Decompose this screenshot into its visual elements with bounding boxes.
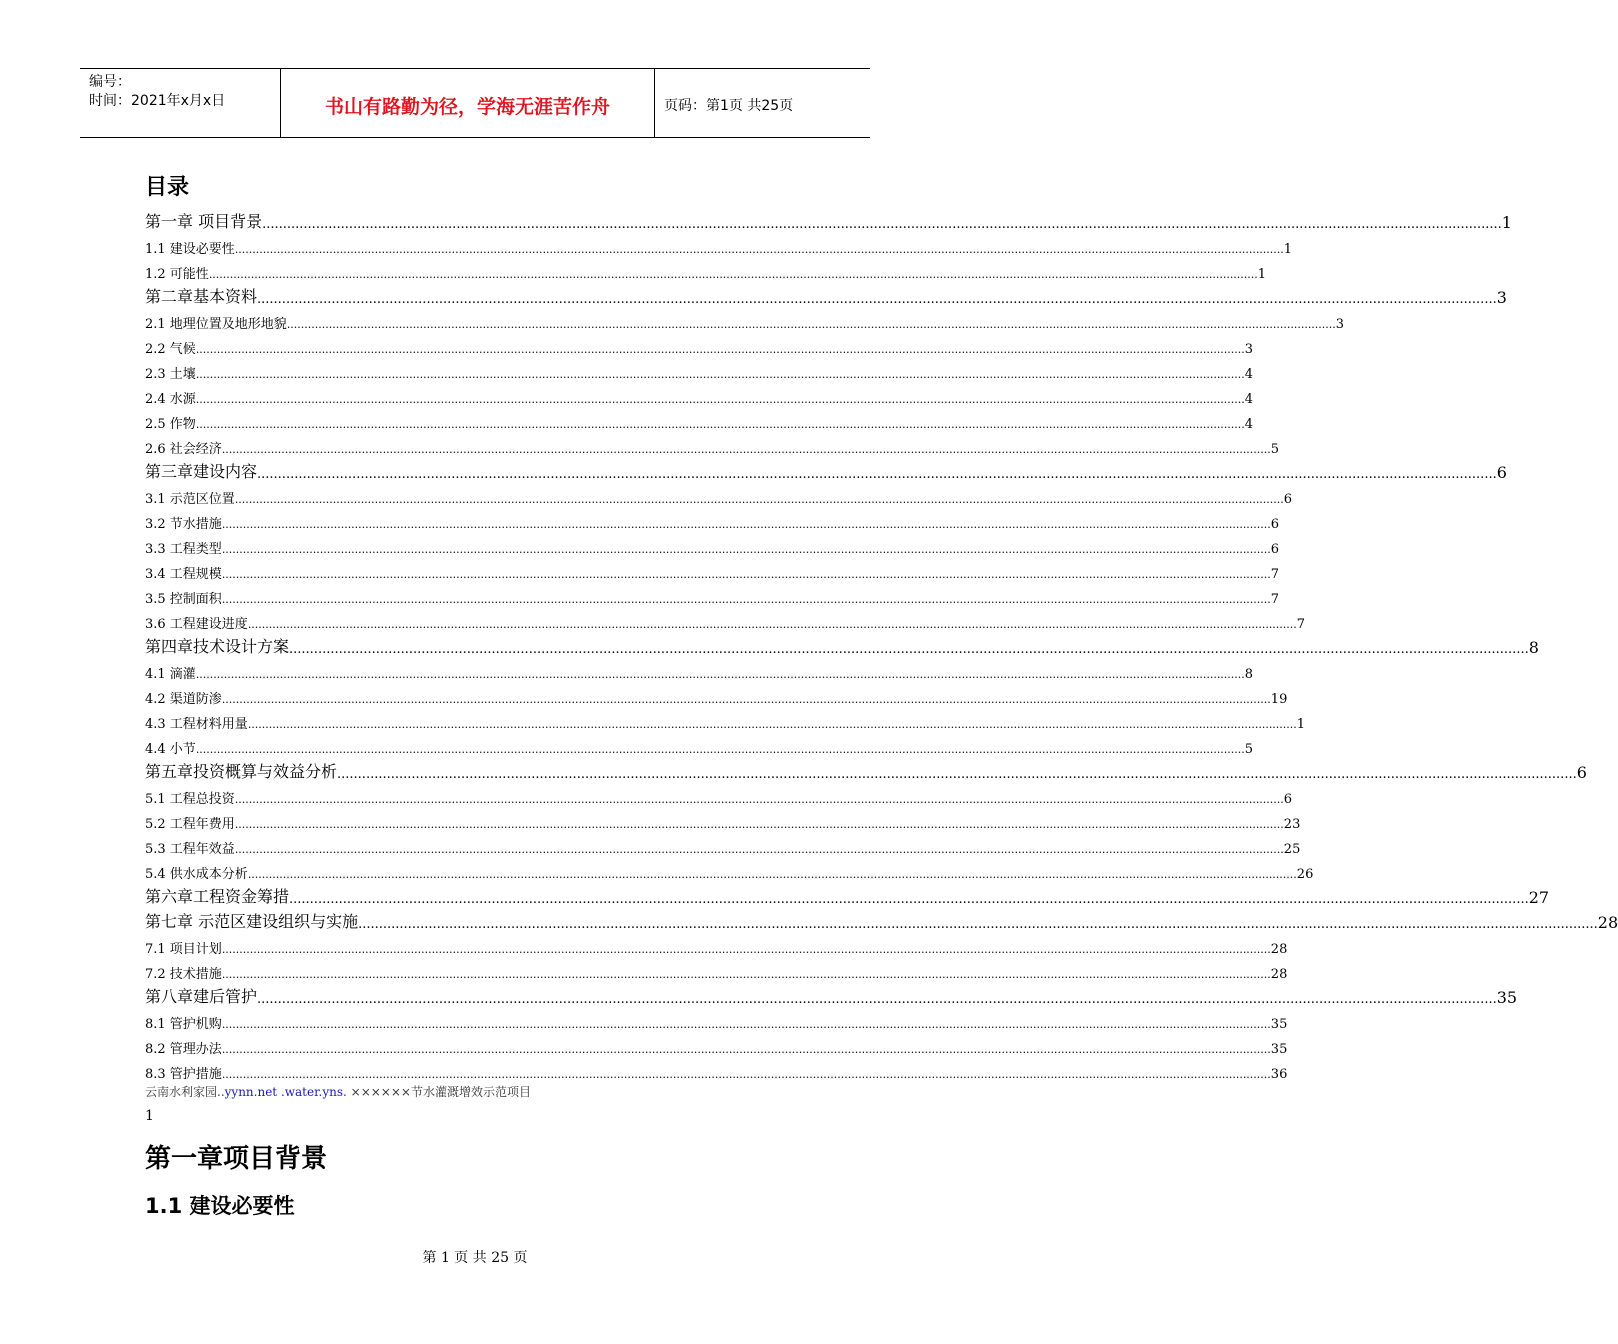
toc-entry-label: 8.2 管理办法: [145, 1042, 222, 1057]
source-prefix: 云南水利家园..: [145, 1085, 225, 1099]
toc-leader-dots: ............................................................................................................................................................................................................................................................................................................: [221, 1068, 1271, 1081]
toc-entry-page: 27: [1528, 888, 1550, 907]
toc-leader-dots: ............................................................................................................................................................................................................................................................................................................: [247, 618, 1297, 631]
toc-entry[interactable]: [145, 432, 1280, 457]
toc-leader-dots: ............................................................................................................................................................................................................................................................................................................: [221, 443, 1271, 456]
header-page-info: 页码：第1页 共25页: [664, 98, 794, 114]
toc-entry-page: 26: [1296, 867, 1314, 882]
toc-entry-page: 8: [1244, 667, 1254, 682]
toc-entry-label: 第七章 示范区建设组织与实施: [145, 912, 359, 931]
toc-entry-page: 3: [1496, 288, 1507, 307]
toc-entry-page: 3: [1335, 317, 1345, 332]
toc-entry[interactable]: [145, 807, 1301, 832]
toc-leader-dots: ............................................................................................................................................................................................................................................................................................................: [247, 718, 1297, 731]
toc-leader-dots: ............................................................................................................................................................................................................................................................................................................: [337, 767, 1577, 782]
toc-entry-page: 28: [1597, 913, 1618, 932]
document-time-label: 时间：2021年x月x日: [89, 93, 226, 109]
toc-entry[interactable]: [145, 332, 1254, 357]
toc-entry-page: 8: [1528, 638, 1539, 657]
toc-leader-dots: ............................................................................................................................................................................................................................................................................................................: [195, 743, 1245, 756]
toc-entry-page: 35: [1270, 1017, 1288, 1032]
toc-entry-page: 6: [1283, 492, 1293, 507]
toc-entry-page: 36: [1270, 1067, 1288, 1082]
toc-entry[interactable]: [145, 507, 1280, 532]
toc-leader-dots: ............................................................................................................................................................................................................................................................................................................: [289, 642, 1529, 657]
toc-leader-dots: ............................................................................................................................................................................................................................................................................................................: [234, 243, 1284, 256]
toc-entry-page: 4: [1244, 367, 1254, 382]
toc-entry-label: 5.1 工程总投资: [145, 792, 235, 807]
toc-entry-label: 1.1 建设必要性: [145, 242, 235, 257]
toc-entry-label: 5.3 工程年效益: [145, 842, 235, 857]
toc-entry-label: 8.3 管护措施: [145, 1067, 222, 1082]
toc-leader-dots: ............................................................................................................................................................................................................................................................................................................: [195, 668, 1245, 681]
toc-entry[interactable]: [145, 882, 1550, 907]
toc-entry-label: 5.4 供水成本分析: [145, 867, 248, 882]
toc-entry-page: 5: [1270, 442, 1280, 457]
section-heading: 1.1 建设必要性: [145, 1194, 295, 1218]
toc-entry-page: 25: [1283, 842, 1301, 857]
toc-entry-page: 4: [1244, 417, 1254, 432]
toc-leader-dots: ............................................................................................................................................................................................................................................................................................................: [208, 268, 1258, 281]
toc-leader-dots: ............................................................................................................................................................................................................................................................................................................: [289, 892, 1529, 907]
toc-entry[interactable]: [145, 307, 1345, 332]
toc-leader-dots: ............................................................................................................................................................................................................................................................................................................: [247, 868, 1297, 881]
toc-entry[interactable]: [145, 857, 1314, 882]
document-number-label: 编号：: [89, 74, 131, 90]
toc-entry-label: 5.2 工程年费用: [145, 817, 235, 832]
source-suffix: ××××××节水灌溉增效示范项目: [346, 1085, 531, 1099]
toc-entry[interactable]: [145, 632, 1539, 657]
header-meta: [80, 69, 281, 137]
toc-entry[interactable]: [145, 782, 1293, 807]
toc-entry-label: 3.2 节水措施: [145, 517, 222, 532]
toc-entry-label: 4.1 滴灌: [145, 667, 196, 682]
toc-entry[interactable]: [145, 1007, 1288, 1032]
toc-entry-page: 1: [1501, 213, 1512, 232]
toc-leader-dots: ............................................................................................................................................................................................................................................................................................................: [262, 217, 1502, 232]
toc-entry[interactable]: [145, 907, 1618, 932]
toc-leader-dots: ............................................................................................................................................................................................................................................................................................................: [221, 943, 1271, 956]
toc-entry-page: 6: [1283, 792, 1293, 807]
toc-entry-label: 4.4 小节: [145, 742, 196, 757]
toc-entry-label: 2.5 作物: [145, 417, 196, 432]
toc-entry-label: 8.1 管护机购: [145, 1017, 222, 1032]
toc-entry-label: 3.6 工程建设进度: [145, 617, 248, 632]
toc-entry-page: 1: [1257, 267, 1267, 282]
toc-entry-page: 6: [1496, 463, 1507, 482]
table-of-contents: [145, 207, 1618, 1082]
toc-entry-label: 第二章基本资料: [145, 287, 258, 306]
toc-leader-dots: ............................................................................................................................................................................................................................................................................................................: [221, 568, 1271, 581]
toc-entry-label: 第八章建后管护: [145, 987, 258, 1006]
toc-entry-page: 19: [1270, 692, 1288, 707]
toc-entry[interactable]: [145, 657, 1254, 682]
toc-entry[interactable]: [145, 232, 1293, 257]
toc-entry[interactable]: [145, 732, 1254, 757]
toc-entry-page: 1: [1283, 242, 1293, 257]
toc-entry-label: 3.1 示范区位置: [145, 492, 235, 507]
toc-leader-dots: ............................................................................................................................................................................................................................................................................................................: [195, 393, 1245, 406]
toc-entry-page: 28: [1270, 942, 1288, 957]
toc-title: 目录: [145, 175, 190, 200]
toc-entry[interactable]: [145, 407, 1254, 432]
toc-entry[interactable]: [145, 832, 1301, 857]
toc-entry[interactable]: [145, 207, 1512, 232]
toc-entry-label: 第六章工程资金筹措: [145, 887, 290, 906]
toc-entry-page: 6: [1576, 763, 1587, 782]
source-line: [145, 1083, 531, 1100]
toc-entry[interactable]: [145, 557, 1280, 582]
toc-leader-dots: ............................................................................................................................................................................................................................................................................................................: [286, 318, 1336, 331]
toc-leader-dots: ............................................................................................................................................................................................................................................................................................................: [221, 593, 1271, 606]
toc-entry-label: 3.5 控制面积: [145, 592, 222, 607]
toc-entry-page: 6: [1270, 542, 1280, 557]
toc-entry[interactable]: [145, 282, 1507, 307]
toc-entry[interactable]: [145, 457, 1507, 482]
toc-entry[interactable]: [145, 932, 1288, 957]
toc-entry-page: 1: [1296, 717, 1306, 732]
toc-entry-page: 35: [1270, 1042, 1288, 1057]
toc-entry-label: 2.3 土壤: [145, 367, 196, 382]
toc-leader-dots: ............................................................................................................................................................................................................................................................................................................: [195, 343, 1245, 356]
toc-entry-page: 5: [1244, 742, 1254, 757]
toc-entry-label: 7.1 项目计划: [145, 942, 222, 957]
toc-entry-label: 2.2 气候: [145, 342, 196, 357]
toc-leader-dots: ............................................................................................................................................................................................................................................................................................................: [195, 418, 1245, 431]
toc-entry-label: 2.4 水源: [145, 392, 196, 407]
toc-entry-label: 3.3 工程类型: [145, 542, 222, 557]
toc-entry[interactable]: [145, 1032, 1288, 1057]
toc-entry-page: 3: [1244, 342, 1254, 357]
toc-leader-dots: ............................................................................................................................................................................................................................................................................................................: [221, 518, 1271, 531]
toc-entry-label: 3.4 工程规模: [145, 567, 222, 582]
toc-leader-dots: ............................................................................................................................................................................................................................................................................................................: [221, 543, 1271, 556]
toc-entry[interactable]: [145, 1057, 1288, 1082]
toc-entry-label: 第三章建设内容: [145, 462, 258, 481]
toc-entry-label: 4.2 渠道防渗: [145, 692, 222, 707]
toc-entry[interactable]: [145, 682, 1288, 707]
toc-entry-page: 7: [1270, 592, 1280, 607]
toc-entry-label: 2.1 地理位置及地形地貌: [145, 317, 287, 332]
source-link[interactable]: yynn.net .water.yns.: [224, 1085, 347, 1099]
toc-entry-label: 1.2 可能性: [145, 267, 209, 282]
toc-entry-label: 7.2 技术措施: [145, 967, 222, 982]
toc-leader-dots: ............................................................................................................................................................................................................................................................................................................: [234, 793, 1284, 806]
toc-leader-dots: ............................................................................................................................................................................................................................................................................................................: [221, 693, 1271, 706]
page-footer: 第 1 页 共 25 页: [422, 1250, 528, 1266]
toc-leader-dots: ............................................................................................................................................................................................................................................................................................................: [257, 467, 1497, 482]
toc-leader-dots: ............................................................................................................................................................................................................................................................................................................: [234, 843, 1284, 856]
toc-entry[interactable]: [145, 482, 1293, 507]
chapter-heading: 第一章项目背景: [145, 1144, 328, 1174]
toc-leader-dots: ............................................................................................................................................................................................................................................................................................................: [221, 968, 1271, 981]
toc-entry[interactable]: [145, 757, 1587, 782]
toc-entry[interactable]: [145, 257, 1267, 282]
toc-entry-label: 4.3 工程材料用量: [145, 717, 248, 732]
toc-entry[interactable]: [145, 582, 1280, 607]
toc-entry-page: 4: [1244, 392, 1254, 407]
toc-entry[interactable]: [145, 982, 1518, 1007]
toc-entry[interactable]: [145, 957, 1288, 982]
toc-entry-page: 7: [1270, 567, 1280, 582]
toc-entry-label: 第四章技术设计方案: [145, 637, 290, 656]
toc-entry-label: 第一章 项目背景: [145, 212, 263, 231]
toc-entry-page: 6: [1270, 517, 1280, 532]
toc-leader-dots: ............................................................................................................................................................................................................................................................................................................: [221, 1043, 1271, 1056]
toc-leader-dots: ............................................................................................................................................................................................................................................................................................................: [221, 1018, 1271, 1031]
toc-entry-page: 35: [1496, 988, 1518, 1007]
toc-leader-dots: ............................................................................................................................................................................................................................................................................................................: [257, 292, 1497, 307]
header-motto: 书山有路勤为径，学海无涯苦作舟: [281, 69, 655, 137]
toc-entry-page: 23: [1283, 817, 1301, 832]
toc-entry-label: 第五章投资概算与效益分析: [145, 762, 338, 781]
toc-entry[interactable]: [145, 382, 1254, 407]
toc-entry[interactable]: [145, 707, 1306, 732]
toc-leader-dots: ............................................................................................................................................................................................................................................................................................................: [234, 493, 1284, 506]
toc-entry[interactable]: [145, 532, 1280, 557]
toc-leader-dots: ............................................................................................................................................................................................................................................................................................................: [358, 917, 1598, 932]
toc-entry[interactable]: [145, 357, 1254, 382]
toc-leader-dots: ............................................................................................................................................................................................................................................................................................................: [234, 818, 1284, 831]
toc-entry-page: 7: [1296, 617, 1306, 632]
toc-entry-page: 28: [1270, 967, 1288, 982]
toc-leader-dots: ............................................................................................................................................................................................................................................................................................................: [195, 368, 1245, 381]
toc-entry-label: 2.6 社会经济: [145, 442, 222, 457]
toc-leader-dots: ............................................................................................................................................................................................................................................................................................................: [257, 992, 1497, 1007]
toc-entry[interactable]: [145, 607, 1306, 632]
page-marker: 1: [145, 1108, 154, 1124]
page-header: [80, 68, 870, 138]
